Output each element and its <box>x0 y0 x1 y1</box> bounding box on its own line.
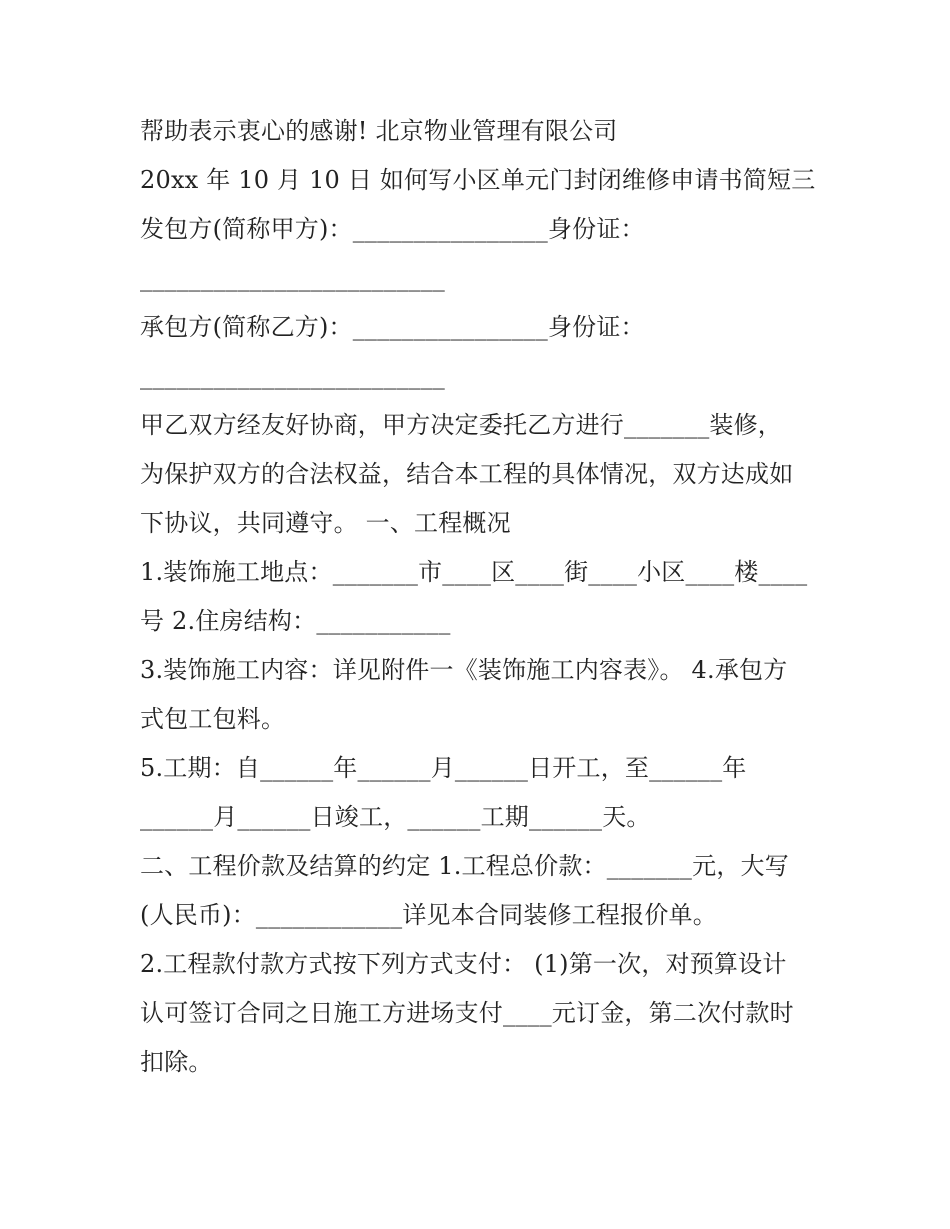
text-line: ______月______日竣工，______工期______天。 <box>140 803 651 831</box>
text-line: 3.装饰施工内容：详见附件一《装饰施工内容表》。 4.承包方 <box>140 656 788 684</box>
text-line: 为保护双方的合法权益，结合本工程的具体情况，双方达成如 <box>140 460 794 488</box>
text-line: (人民币)：____________详见本合同装修工程报价单。 <box>140 901 717 929</box>
text-line: 承包方(简称乙方)：________________身份证： <box>140 313 645 341</box>
text-line: _________________________ <box>140 362 445 390</box>
text-line: _________________________ <box>140 264 445 292</box>
text-line: 号 2.住房结构：___________ <box>140 607 451 635</box>
text-line: 20xx 年 10 月 10 日 如何写小区单元门封闭维修申请书简短三 <box>140 166 816 194</box>
text-line: 发包方(简称甲方)：________________身份证： <box>140 215 645 243</box>
document-body <box>140 107 820 1087</box>
text-line: 帮助表示衷心的感谢! 北京物业管理有限公司 <box>140 117 618 145</box>
text-line: 1.装饰施工地点：_______市____区____街____小区____楼____ <box>140 558 808 586</box>
text-line: 式包工包料。 <box>140 705 286 733</box>
text-line: 甲乙双方经友好协商，甲方决定委托乙方进行_______装修， <box>140 411 782 439</box>
text-line: 认可签订合同之日施工方进场支付____元订金，第二次付款时 <box>140 999 794 1027</box>
text-line: 扣除。 <box>140 1048 213 1076</box>
text-line: 2.工程款付款方式按下列方式支付： (1)第一次，对预算设计 <box>140 950 787 978</box>
text-line: 下协议，共同遵守。 一、工程概况 <box>140 509 511 537</box>
text-line: 5.工期：自______年______月______日开工，至______年 <box>140 754 747 782</box>
text-line: 二、工程价款及结算的约定 1.工程总价款：_______元，大写 <box>140 852 789 880</box>
